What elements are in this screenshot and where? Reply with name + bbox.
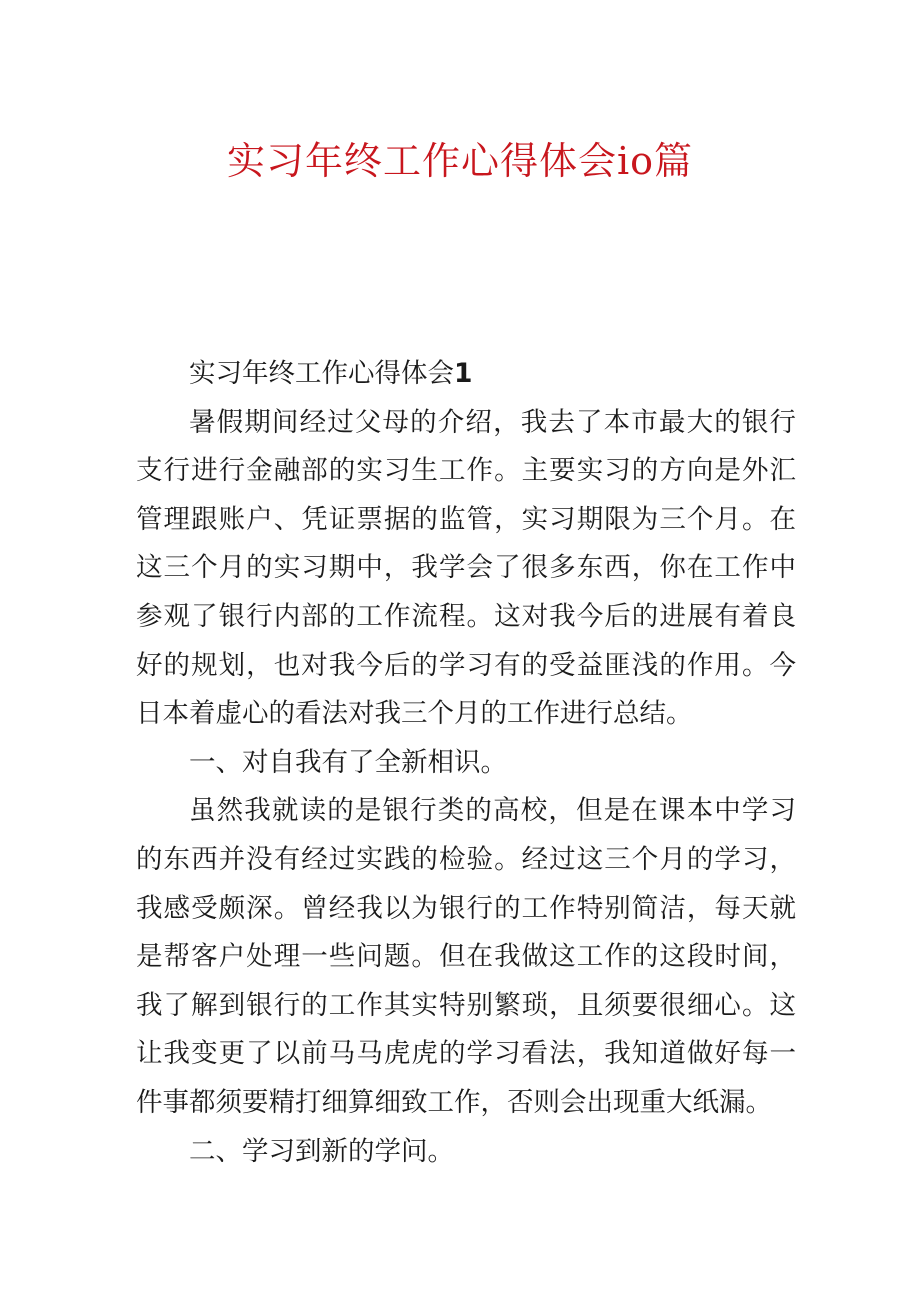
document-title: 实习年终工作心得体会io篇: [226, 139, 694, 183]
subheading-new-knowledge: 二、学习到新的学问。: [189, 1135, 454, 1167]
paragraph-self-knowledge: 虽然我就读的是银行类的高校，但是在课本中学习的东西并没有经过实践的检验。经过这三个月的学习，我感受颇深。曾经我以为银行的工作特别简洁，每天就是帮客户处理一些问题。但在我做这工作的这段时间，我了解到银行的工作其实特别繁琐，且须要很细心。这让我变更了以前马马虎虎的学习看法，我知道做好每一件事都须要精打细算细致工作，否则会出现重大纸漏。: [136, 795, 796, 1118]
subheading-self-knowledge: 一、对自我有了全新相识。: [189, 746, 507, 778]
document-body: [136, 350, 796, 1176]
section-heading: [136, 350, 796, 399]
section-heading-number: 1: [454, 358, 473, 389]
section-heading-text: 实习年终工作心得体会: [189, 358, 454, 389]
paragraph-intro: 暑假期间经过父母的介绍，我去了本市最大的银行支行进行金融部的实习生工作。主要实习的方向是外汇管理跟账户、凭证票据的监管，实习期限为三个月。在这三个月的实习期中，我学会了很多东西，你在工作中参观了银行内部的工作流程。这对我今后的进展有着良好的规划，也对我今后的学习有的受益匪浅的作用。今日本着虚心的看法对我三个月的工作进行总结。: [136, 406, 796, 730]
